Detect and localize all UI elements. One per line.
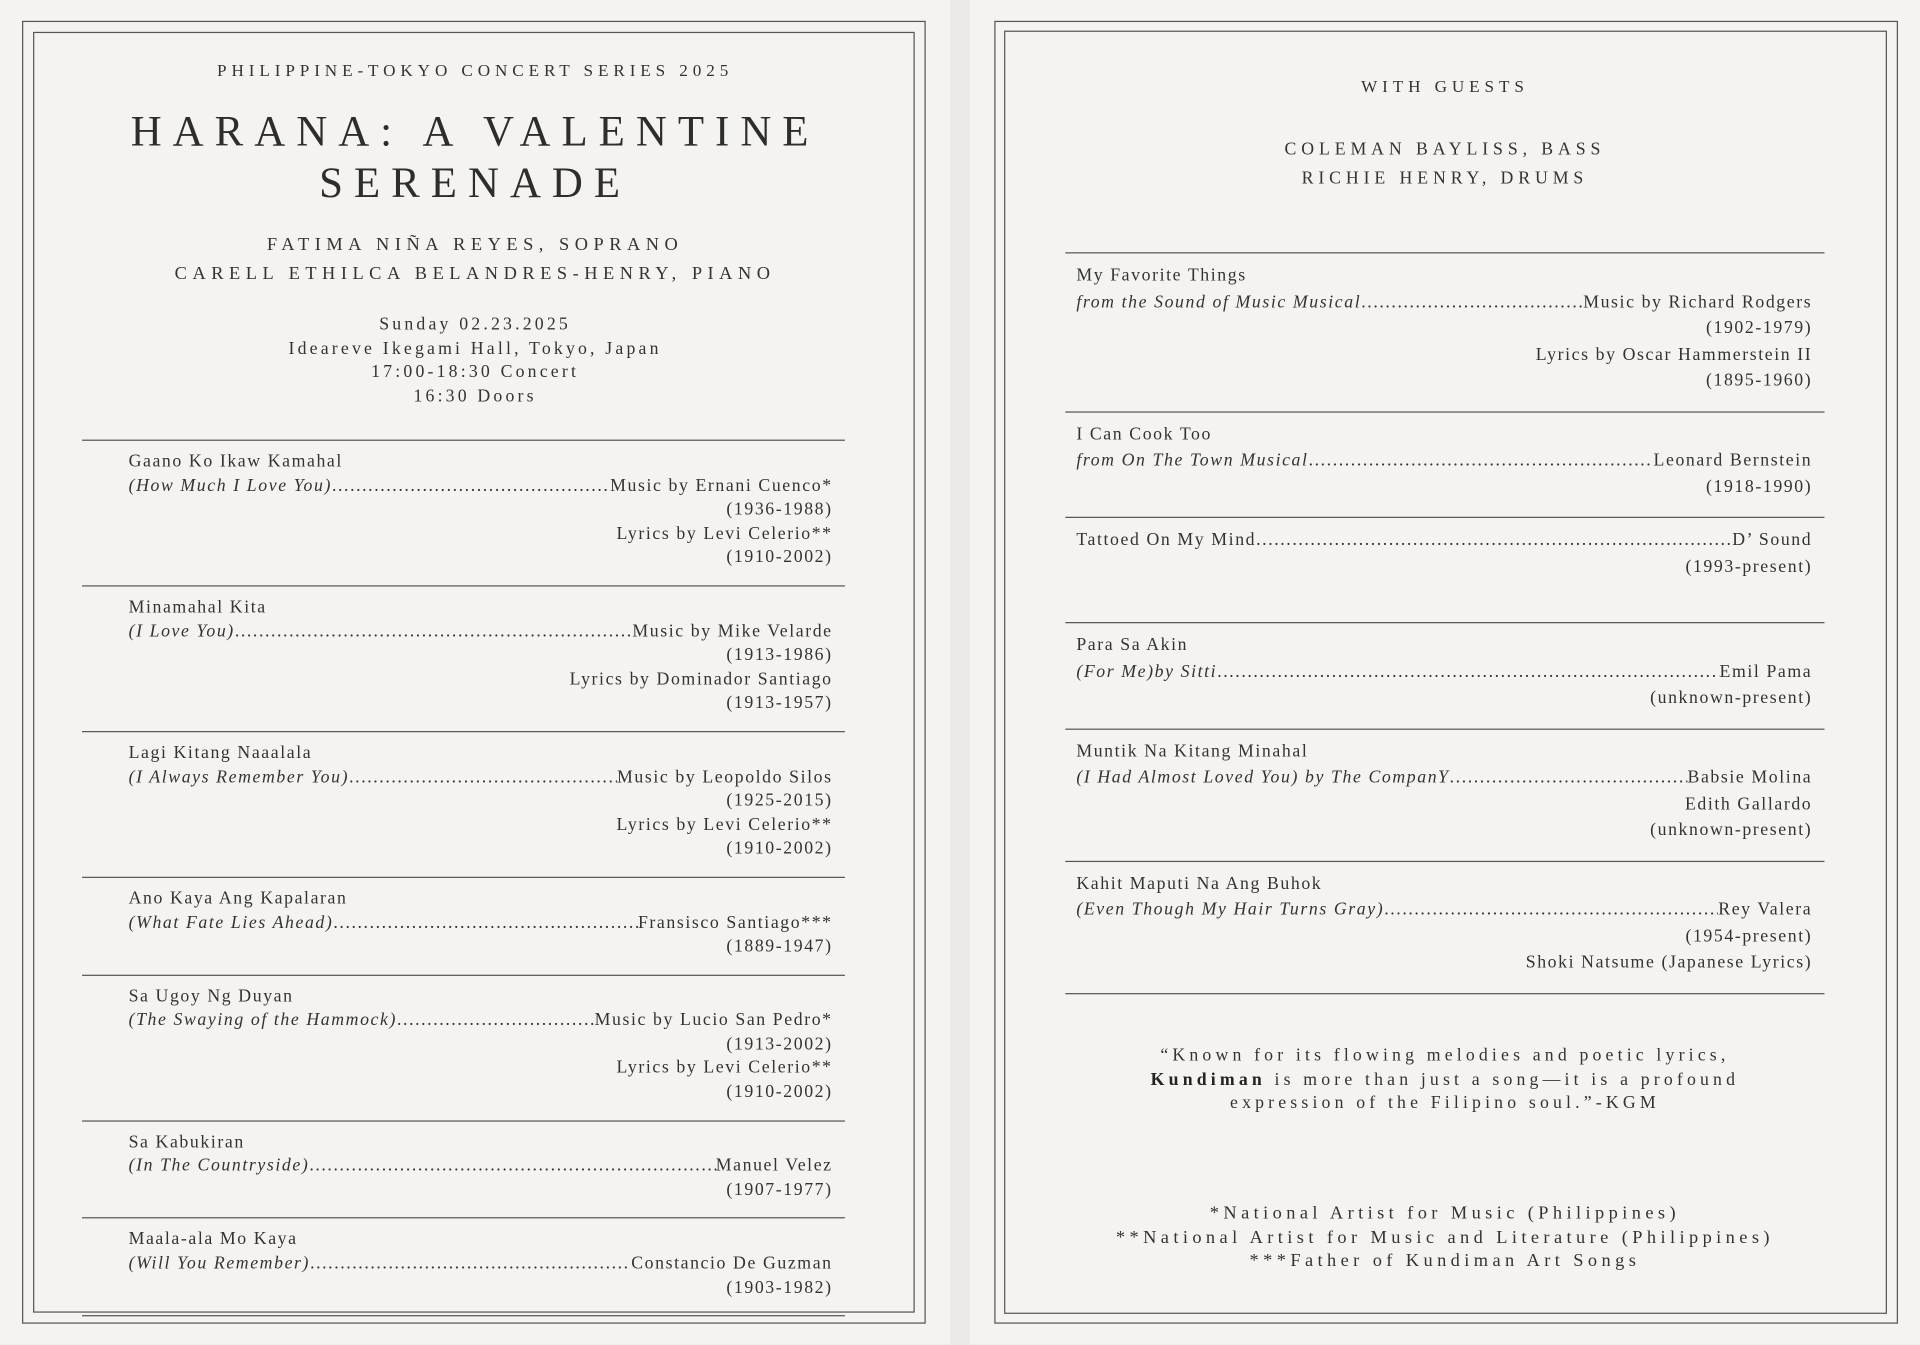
- program-entry: [1065, 860, 1824, 992]
- song-subtitle: Tattoed On My Mind: [1076, 530, 1257, 550]
- program-list: [1065, 252, 1824, 993]
- credit-detail: Lyrics by Levi Celerio**: [616, 815, 833, 835]
- credit-detail: Shoki Natsume (Japanese Lyrics): [1525, 952, 1813, 973]
- song-subtitle: (The Swaying of the Hammock): [128, 1010, 398, 1031]
- song-subtitle-row: [129, 766, 833, 790]
- concert-title: [0, 107, 950, 210]
- guest: RICHIE HENRY, DRUMS: [1301, 168, 1589, 189]
- dot-leader: [349, 766, 617, 790]
- title-line: SERENADE: [319, 159, 632, 207]
- performer: CARELL ETHILCA BELANDRES-HENRY, PIANO: [174, 264, 776, 285]
- credit-detail: (1903-1982): [726, 1277, 833, 1298]
- credit-detail: Edith Gallardo: [1684, 794, 1813, 814]
- performer: FATIMA NIÑA REYES, SOPRANO: [266, 235, 684, 255]
- program-entry: [82, 1218, 845, 1316]
- song-credit: Babsie Molina: [1687, 767, 1813, 788]
- guest: COLEMAN BAYLISS, BASS: [1284, 139, 1606, 160]
- program-entry: [82, 1120, 845, 1218]
- program-entry: [1065, 517, 1824, 622]
- credit-detail: (1954-present): [1685, 926, 1813, 946]
- program-entry: [82, 585, 845, 731]
- concert-series: PHILIPPINE-TOKYO CONCERT SERIES 2025: [217, 62, 734, 81]
- event-date: Sunday 02.23.2025: [379, 314, 571, 335]
- divider: [82, 1315, 845, 1316]
- credit-detail: (unknown-present): [1650, 688, 1813, 708]
- credit-detail: (1902-1979): [1705, 318, 1813, 338]
- song-subtitle: (I Love You): [128, 621, 235, 642]
- dot-leader: [332, 475, 610, 499]
- song-credit: Rey Valera: [1718, 900, 1813, 920]
- song-subtitle: (What Fate Lies Ahead): [128, 912, 334, 933]
- song-subtitle-row: [1076, 765, 1812, 791]
- dot-leader: [309, 1155, 715, 1179]
- song-subtitle: (Will You Remember): [128, 1253, 311, 1274]
- credit-detail: Lyrics by Oscar Hammerstein II: [1535, 344, 1813, 365]
- credit-detail: (1910-2002): [726, 839, 833, 859]
- song-credit: Emil Pama: [1719, 661, 1813, 682]
- song-title: Maala-ala Mo Kaya: [128, 1229, 298, 1250]
- event-doors-time: 16:30 Doors: [413, 386, 537, 406]
- dot-leader: [1384, 898, 1718, 924]
- quote-text: is more than just a song—it is a profound: [1265, 1069, 1740, 1090]
- dot-leader: [1309, 448, 1654, 474]
- song-subtitle-row: [1076, 898, 1812, 924]
- program-entry: [82, 731, 845, 877]
- song-title: Kahit Maputi Na Ang Buhok: [1076, 873, 1323, 894]
- quote-line: “Known for its flowing melodies and poetic lyrics,: [1160, 1045, 1730, 1066]
- performers: [0, 230, 950, 289]
- song-subtitle: (I Had Almost Loved You) by The CompanY: [1076, 767, 1450, 788]
- credit-detail: (1913-1986): [726, 645, 833, 666]
- guest-list: [970, 135, 1920, 194]
- song-subtitle-row: [1076, 290, 1812, 316]
- dot-leader: [333, 912, 638, 936]
- quote-line: expression of the Filipino soul.”-KGM: [1230, 1093, 1660, 1114]
- credit-detail: Lyrics by Dominador Santiago: [569, 669, 833, 690]
- song-credit: Music by Ernani Cuenco*: [610, 475, 833, 496]
- song-credit: D’ Sound: [1732, 530, 1813, 550]
- left-page: [0, 0, 950, 1345]
- song-credit: Fransisco Santiago***: [637, 912, 833, 933]
- song-title: Lagi Kitang Naaalala: [128, 743, 313, 763]
- program-entry: [82, 440, 845, 586]
- guests-heading: WITH GUESTS: [1361, 78, 1529, 97]
- song-title: I Can Cook Too: [1076, 424, 1212, 444]
- song-subtitle: (I Always Remember You): [128, 767, 350, 787]
- song-credit: Manuel Velez: [715, 1156, 833, 1176]
- song-subtitle-row: [129, 1155, 833, 1179]
- credit-detail: (1913-1957): [726, 693, 833, 714]
- song-title: Para Sa Akin: [1076, 635, 1189, 656]
- credit-detail: (1889-1947): [726, 936, 833, 957]
- dot-leader: [310, 1253, 631, 1277]
- song-subtitle-row: [129, 620, 833, 644]
- song-title: Sa Ugoy Ng Duyan: [128, 986, 294, 1007]
- program-entry: [82, 974, 845, 1120]
- title-line: HARANA: A VALENTINE: [130, 107, 820, 156]
- song-subtitle: (Even Though My Hair Turns Gray): [1076, 900, 1385, 920]
- credit-detail: (1913-2002): [726, 1034, 833, 1055]
- song-credit: Music by Leopoldo Silos: [616, 767, 833, 787]
- song-credit: Leonard Bernstein: [1653, 450, 1813, 471]
- song-credit: Music by Lucio San Pedro*: [594, 1010, 833, 1031]
- kundiman-quote: [970, 1044, 1920, 1116]
- program-list: [82, 440, 845, 1317]
- song-subtitle-row: [129, 1253, 833, 1277]
- dot-leader: [1217, 659, 1719, 685]
- credit-detail: (unknown-present): [1650, 820, 1813, 841]
- song-subtitle: (How Much I Love You): [128, 475, 332, 496]
- song-title: Minamahal Kita: [128, 597, 267, 618]
- song-subtitle-row: [1076, 659, 1812, 685]
- song-subtitle: (For Me)by Sitti: [1076, 661, 1218, 682]
- song-title: Muntik Na Kitang Minahal: [1076, 741, 1309, 762]
- song-subtitle: from On The Town Musical: [1076, 450, 1309, 471]
- song-credit: Music by Richard Rodgers: [1583, 292, 1813, 312]
- quote-bold-word: Kundiman: [1150, 1069, 1266, 1090]
- dot-leader: [1361, 290, 1583, 316]
- program-entry: [1065, 622, 1824, 728]
- right-page: [970, 0, 1920, 1345]
- credit-detail: (1925-2015): [726, 791, 833, 811]
- dot-leader: [1450, 765, 1688, 791]
- song-subtitle-row: [1076, 528, 1812, 554]
- song-title: Gaano Ko Ikaw Kamahal: [128, 451, 343, 472]
- dot-leader: [1256, 528, 1732, 554]
- credit-detail: (1936-1988): [726, 499, 833, 520]
- song-title: My Favorite Things: [1076, 265, 1247, 286]
- program-entry: [1065, 252, 1824, 411]
- program-entry: [1065, 411, 1824, 517]
- credit-detail: (1895-1960): [1705, 371, 1813, 391]
- quote-line: [970, 1068, 1920, 1092]
- program-entry: [1065, 728, 1824, 860]
- credit-detail: Lyrics by Levi Celerio**: [616, 523, 833, 544]
- event-details: [0, 313, 950, 409]
- song-subtitle-row: [129, 1009, 833, 1033]
- song-subtitle-row: [129, 912, 833, 936]
- footnote: **National Artist for Music and Literature (Philippines): [1115, 1227, 1774, 1248]
- song-credit: Music by Mike Velarde: [632, 621, 833, 642]
- divider: [1065, 992, 1824, 993]
- footnotes: [970, 1202, 1920, 1274]
- footnote: *National Artist for Music (Philippines): [1209, 1203, 1680, 1224]
- program-entry: [82, 877, 845, 975]
- song-title: Ano Kaya Ang Kapalaran: [128, 888, 348, 909]
- event-venue: Ideareve Ikegami Hall, Tokyo, Japan: [288, 338, 662, 359]
- credit-detail: (1918-1990): [1705, 476, 1813, 497]
- song-subtitle: from the Sound of Music Musical: [1076, 292, 1362, 312]
- song-subtitle-row: [129, 475, 833, 499]
- footnote: ***Father of Kundiman Art Songs: [1249, 1251, 1641, 1272]
- dot-leader: [235, 620, 633, 644]
- song-subtitle: (In The Countryside): [128, 1156, 310, 1176]
- song-title: Sa Kabukiran: [128, 1132, 245, 1152]
- credit-detail: (1993-present): [1685, 556, 1813, 577]
- song-credit: Constancio De Guzman: [631, 1253, 833, 1274]
- credit-detail: Lyrics by Levi Celerio**: [616, 1058, 833, 1079]
- credit-detail: (1907-1977): [726, 1180, 833, 1200]
- dot-leader: [397, 1009, 595, 1033]
- song-subtitle-row: [1076, 448, 1812, 474]
- credit-detail: (1910-2002): [726, 547, 833, 568]
- credit-detail: (1910-2002): [726, 1082, 833, 1103]
- event-concert-time: 17:00-18:30 Concert: [371, 362, 580, 383]
